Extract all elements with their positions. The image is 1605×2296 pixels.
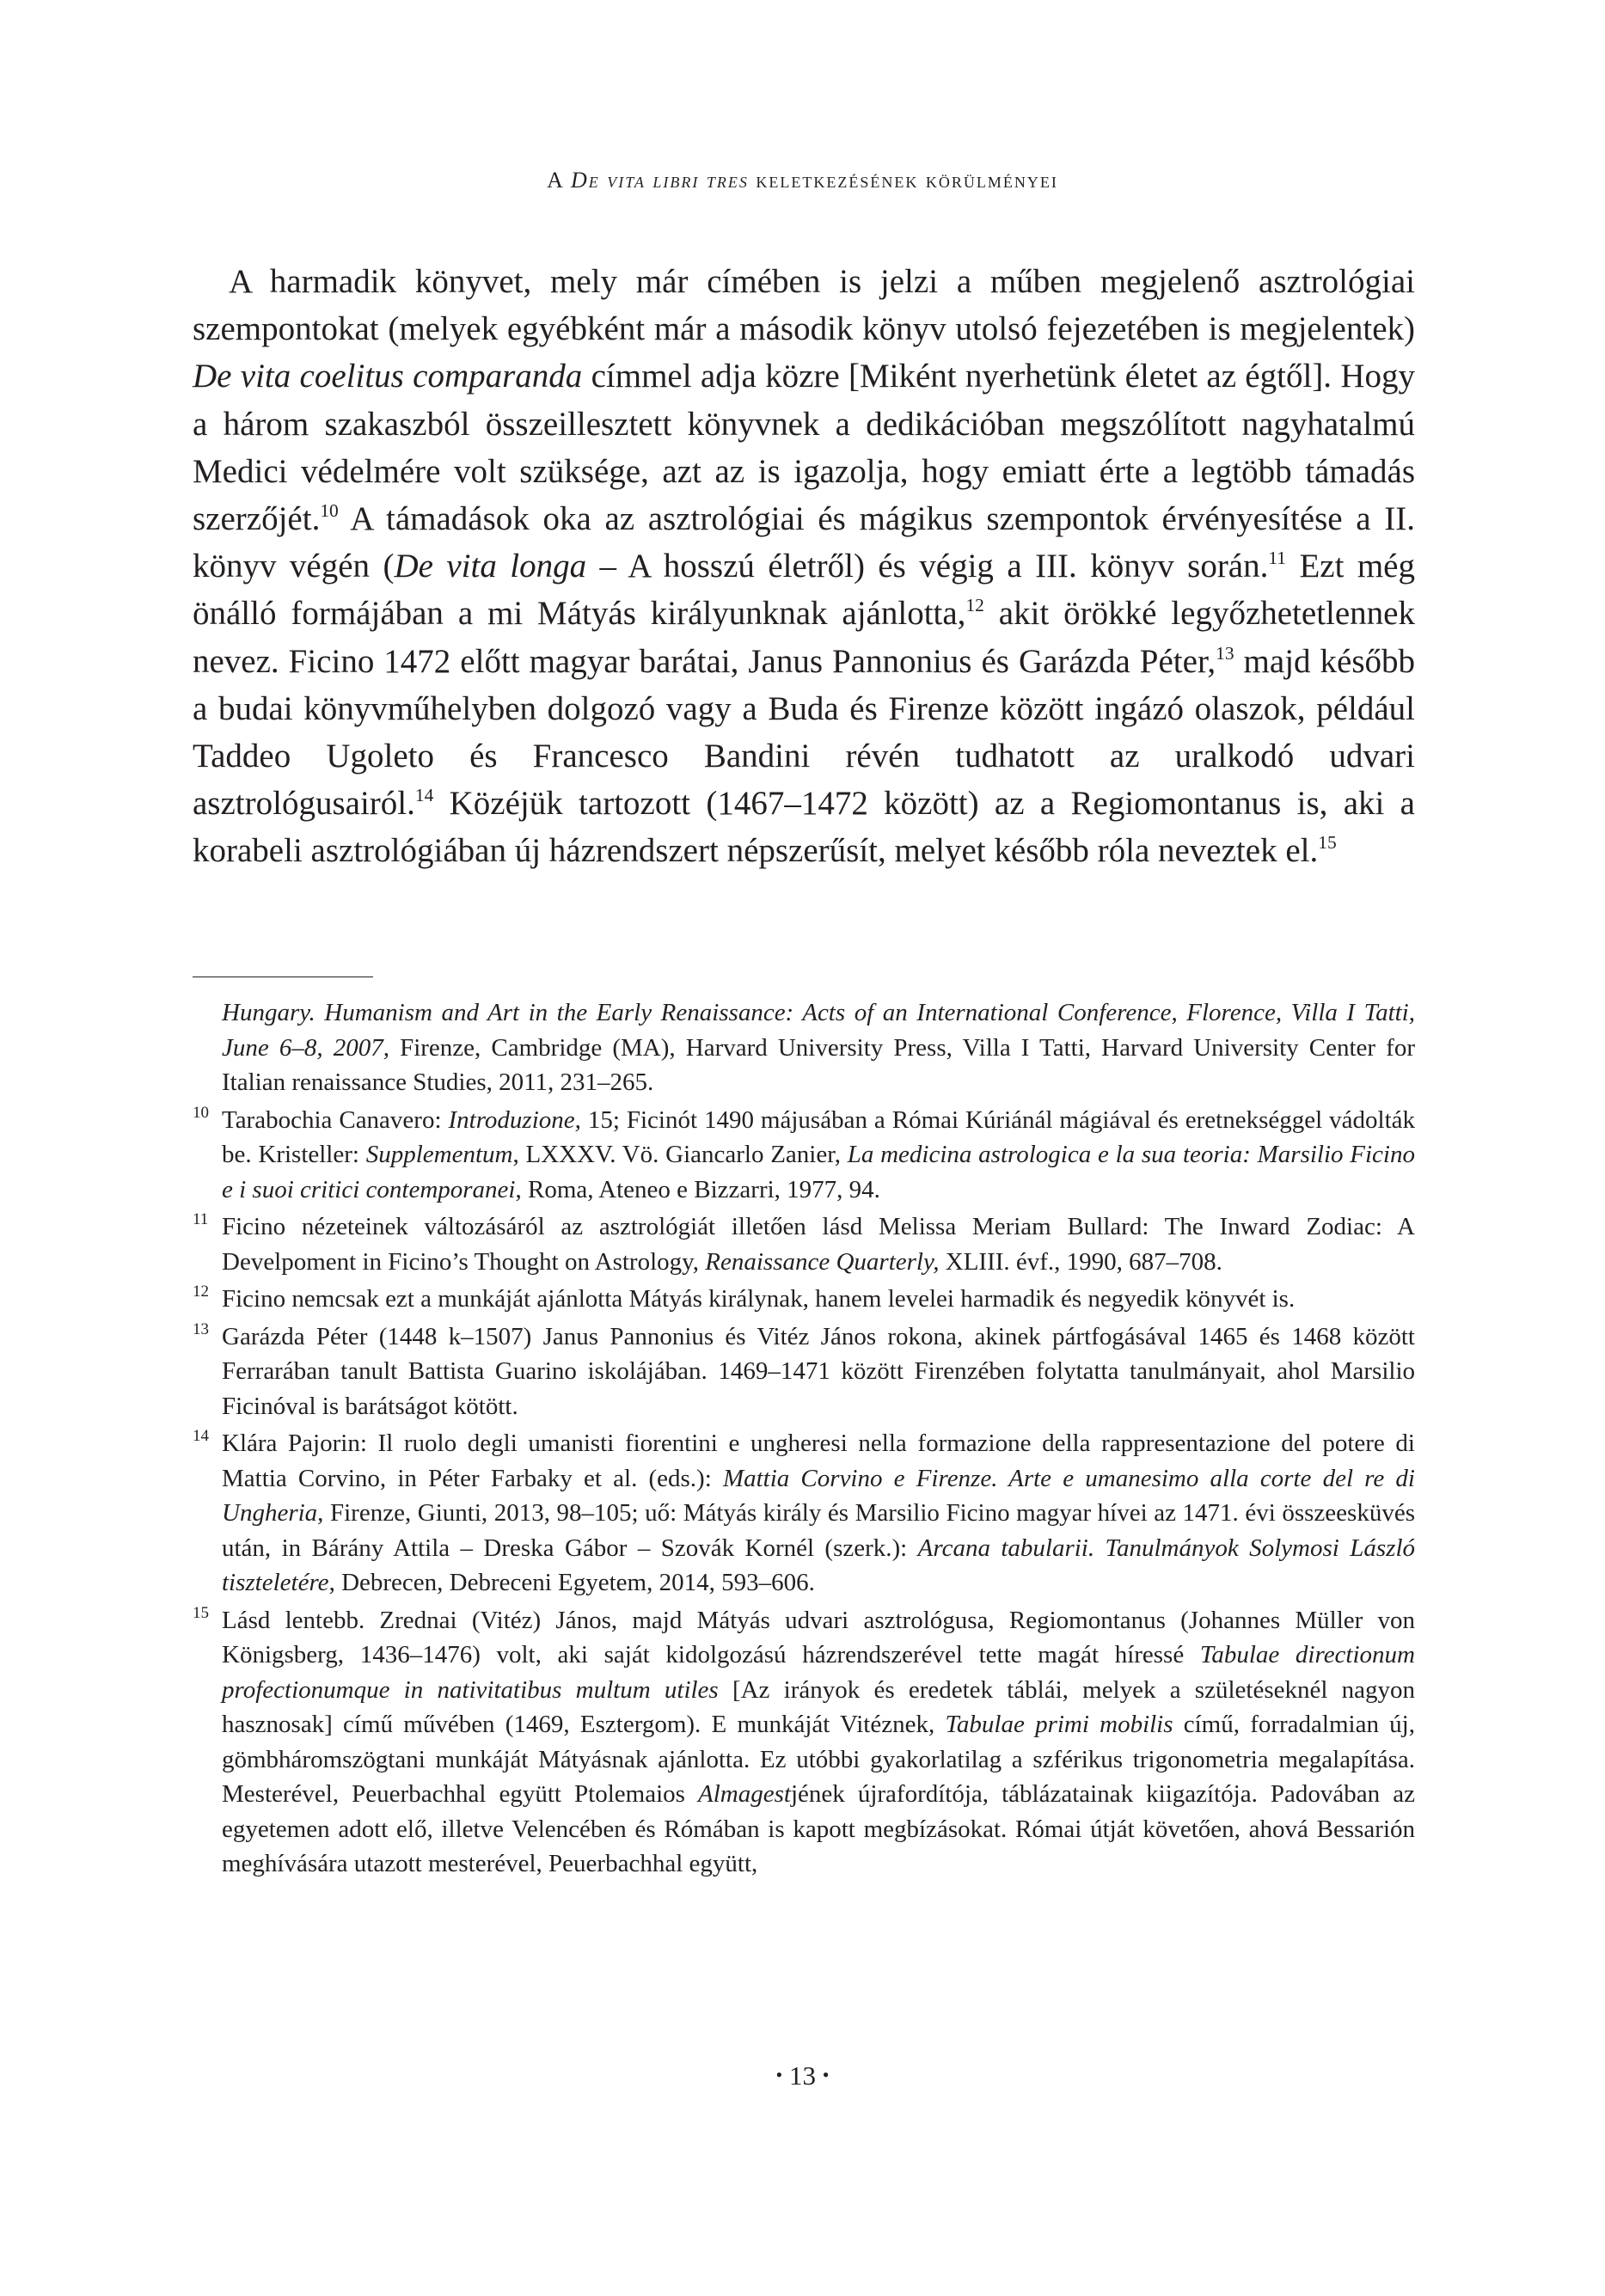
footnote-ref-13[interactable]: 13	[1216, 642, 1234, 664]
footnote-italic: Almagest	[698, 1780, 791, 1808]
footnote-10	[193, 1103, 1415, 1208]
footnote-span: , LXXXV. Vö. Giancarlo Zanier,	[512, 1141, 848, 1168]
body-text-span: – A hosszú életről) és végig a III. könyv során.	[586, 548, 1269, 585]
footnote-span: 15; Ficinót 1490 májusában a Római Kúriánál mágiával és eretnekséggel vádolták be. Kristeller:	[222, 1105, 1416, 1168]
footnote-span: jének újrafordítója, táblázatainak kiigazítója. Padovában az egyetemen adott elő, illetve Velencében és Rómában is kapott megbízásokat. Római útját követően, ahová Bessarión meghívására utazott mesterével, Peuerbachhal együtt,	[222, 1780, 1415, 1877]
running-head-suffix: keletkezésének körülményei	[748, 168, 1058, 193]
footnote-ref-15[interactable]: 15	[1318, 832, 1337, 854]
footnote-span: Garázda Péter (1448 k–1507) Janus Pannonius és Vitéz János rokona, akinek pártfogásával 1465 és 1468 között Ferrarában tanult Battista Guarino iskolájában. 1469–1471 között Firenzében folytatta tanulmányait, ahol Marsilio Ficinóval is barátságot kötött.	[222, 1322, 1415, 1420]
footnote-span: , Debrecen, Debreceni Egyetem, 2014, 593–606.	[328, 1569, 815, 1596]
footnote-number: 13	[193, 1319, 209, 1338]
body-text-span: akit örökké legyőzhetetlennek nevez. Ficino 1472 előtt magyar barátai, Janus Pannonius és Garázda Péter,	[193, 595, 1415, 680]
running-head-prefix: A	[547, 168, 571, 193]
footnote-ref-10[interactable]: 10	[320, 500, 339, 522]
footnote-span: , Firenze, Giunti, 2013, 98–105; uő: Mátyás király és Marsilio Ficino magyar hívei az 1471. évi összeesküvés után, in Bárány Attila – Dreska Gábor – Szovák Kornél (szerk.):	[222, 1499, 1415, 1562]
footnote-italic: Tabulae directionum profectionumque in nativitatibus multum utiles	[222, 1641, 1415, 1704]
footnote-span: XLIII. évf., 1990, 687–708.	[939, 1247, 1222, 1276]
footnote-span: című, forradalmian új, gömbháromszögtani munkáját Mátyásnak ajánlotta. Ez utóbbi gyakorlatilag a szférikus trigonometria megalapítása. Mesterével, Peuerbachhal együtt Ptolemaios	[222, 1711, 1415, 1808]
running-head	[0, 168, 1605, 193]
footnote-number: 14	[193, 1427, 209, 1445]
body-paragraph	[193, 258, 1415, 875]
footnote-span: Ficino nézeteinek változásáról az asztrológiát illetően lásd Melissa Meriam Bullard: The Inward Zodiac: A Develpoment in Ficino’s Thought on Astrology,	[222, 1213, 1415, 1276]
body-italic-title: De vita longa	[394, 548, 587, 585]
body-text-span: A támadások oka az asztrológiai és mágikus szempontok érvényesítése a II. könyv végén (	[193, 500, 1415, 585]
body-text-span: címmel adja közre [Miként nyerhetünk életet az égtől]. Hogy a három szakaszból összeillesztett könyvnek a dedikációban megszólított nagyhatalmú Medici védelmére volt szüksége, azt az is igazolja, hogy emiatt érte a legtöbb támadás szerzőjét.	[193, 358, 1415, 538]
footnote-text	[222, 1209, 1415, 1279]
footnote-italic: Tabulae primi mobilis	[945, 1711, 1173, 1738]
footnote-13	[193, 1319, 1415, 1424]
footnote-italic: Renaissance Quarterly,	[705, 1247, 940, 1276]
footnote-11	[193, 1209, 1415, 1279]
footnote-span: Ficino nemcsak ezt a munkáját ajánlotta Mátyás királynak, hanem levelei harmadik és negyedik könyvét is.	[222, 1285, 1296, 1313]
footnote-span: Tarabochia Canavero:	[222, 1105, 449, 1134]
footnote-continued	[193, 995, 1415, 1100]
body-italic-title: De vita coelitus comparanda	[193, 358, 583, 395]
body-text-span: Ezt még önálló formájában a mi Mátyás királyunknak ajánlotta,	[193, 548, 1415, 633]
footnote-span: Firenze, Cambridge (MA), Harvard University Press, Villa I Tatti, Harvard University Center for Italian renaissance Studies, 2011, 231–265.	[222, 1033, 1415, 1096]
body-text-span: majd később a budai könyvműhelyben dolgozó vagy a Buda és Firenze között ingázó olaszok, például Taddeo Ugoleto és Francesco Bandini révén tudhatott az uralkodó udvari asztrológusairól.	[193, 642, 1416, 823]
footnote-ref-11[interactable]: 11	[1268, 548, 1287, 569]
footnote-number: 10	[193, 1103, 209, 1122]
footnote-span: , Roma, Ateneo e Bizzarri, 1977, 94.	[515, 1175, 880, 1203]
body-text-span: A harmadik könyvet, mely már címében is jelzi a műben megjelenő asztrológiai szempontokat (melyek egyébként már a második könyv utolsó fejezetében is megjelentek)	[193, 263, 1415, 348]
footnote-span: Lásd lentebb. Zrednai (Vitéz) János, majd Mátyás udvari asztrológusa, Regiomontanus (Johannes Müller von Königsberg, 1436–1476) volt, aki saját kidolgozású házrendszerével tette magát híressé	[222, 1606, 1415, 1668]
footnote-ref-12[interactable]: 12	[965, 595, 984, 616]
bullet-icon: •	[775, 2064, 783, 2085]
footnote-span: [Az irányok és eredetek táblái, melyek a születéseknél nagyon hasznosak] című művében (1469, Esztergom). E munkáját Vitéznek,	[222, 1675, 1416, 1738]
footnote-italic: Arcana tabularii. Tanulmányok Solymosi László tiszteletére	[222, 1534, 1416, 1596]
bullet-icon: •	[822, 2064, 830, 2085]
footnote-span: Klára Pajorin: Il ruolo degli umanisti fiorentini e ungheresi nella formazione della rappresentazione del potere di Mattia Corvino, in Péter Farbaky et al. (eds.):	[222, 1430, 1415, 1492]
page-number-value: 13	[789, 2060, 816, 2091]
footnotes	[193, 995, 1415, 1884]
running-head-title: De vita libri tres	[570, 168, 749, 193]
footnote-number: 11	[193, 1210, 209, 1228]
footnote-text	[222, 1603, 1415, 1882]
page-number	[0, 2060, 1605, 2091]
footnote-ref-14[interactable]: 14	[414, 785, 434, 806]
footnote-italic: Hungary. Humanism and Art in the Early Renaissance: Acts of an International Conference, Florence, Villa I Tatti, June 6–8, 2007,	[222, 999, 1415, 1062]
footnote-text	[222, 1426, 1415, 1601]
footnote-15	[193, 1603, 1415, 1882]
footnote-italic: Supplementum	[365, 1141, 513, 1168]
footnote-14	[193, 1426, 1415, 1601]
footnote-italic: Introduzione,	[448, 1105, 581, 1134]
footnote-text	[222, 995, 1415, 1100]
footnote-12	[193, 1282, 1415, 1317]
footnote-number: 12	[193, 1283, 209, 1301]
footnote-text	[222, 1282, 1415, 1317]
footnote-italic: La medicina astrologica e la sua teoria: Marsilio Ficino e i suoi critici contemporanei	[222, 1141, 1415, 1203]
footnote-number: 15	[193, 1603, 209, 1622]
body-text-span: Közéjük tartozott (1467–1472 között) az a Regiomontanus is, aki a korabeli asztrológiában új házrendszert népszerűsít, melyet később róla neveztek el.	[193, 785, 1415, 870]
footnote-italic: Mattia Corvino e Firenze. Arte e umanesimo alla corte del re di Ungheria	[222, 1464, 1415, 1527]
paragraph	[193, 258, 1415, 875]
footnote-text	[222, 1319, 1415, 1424]
footnote-text	[222, 1103, 1415, 1208]
